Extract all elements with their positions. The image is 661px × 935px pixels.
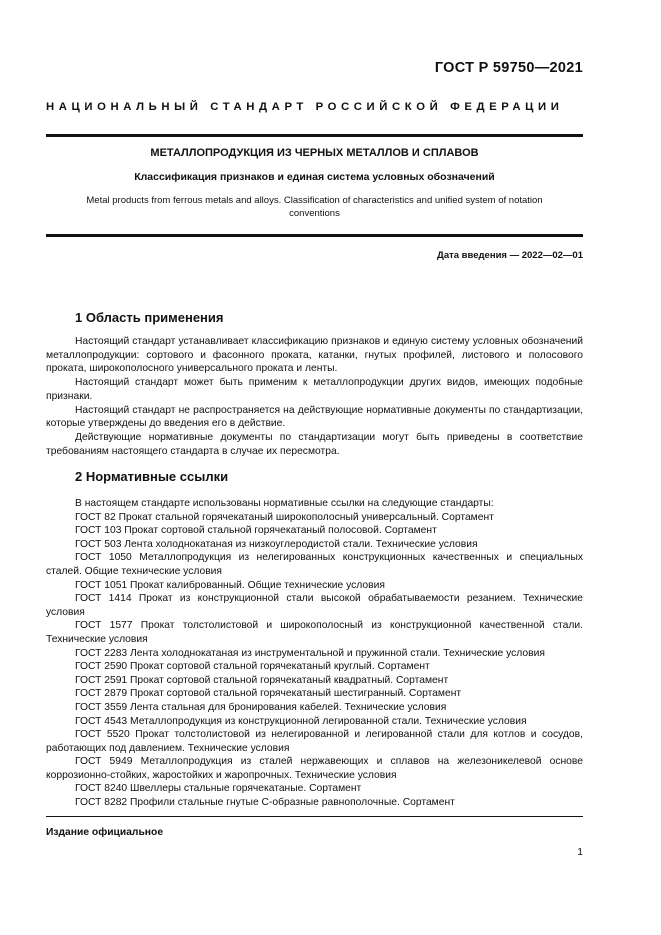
top-rule: [46, 134, 583, 137]
reference-item: ГОСТ 503 Лента холоднокатаная из низкоуглеродистой стали. Технические условия: [75, 538, 478, 550]
section-1-body: [46, 335, 583, 458]
reference-item: ГОСТ 1577 Прокат толстолистовой и широкополосный из конструкционной качественной стали. Технические условия: [46, 620, 583, 645]
section-1-paragraph: Настоящий стандарт не распространяется на действующие нормативные документы по стандартизации, которые утверждены до введения его в действие.: [46, 404, 583, 430]
reference-item: ГОСТ 1051 Прокат калиброванный. Общие технические условия: [75, 579, 385, 591]
footer-rule: [46, 816, 583, 817]
section-1-paragraph: Настоящий стандарт может быть применим к металлопродукции других видов, имеющих подобные признаки.: [46, 377, 583, 402]
section-1-paragraph: Настоящий стандарт устанавливает классификацию признаков и единую систему условных обозначений металлопродукции: сортового и фасонного проката, катанки, гнутых профилей, листового и полосового проката, широкополосного универсального проката и ленты.: [46, 336, 583, 375]
national-standard-line: НАЦИОНАЛЬНЫЙ СТАНДАРТ РОССИЙСКОЙ ФЕДЕРАЦИИ: [46, 101, 564, 113]
document-code: ГОСТ Р 59750—2021: [434, 60, 583, 76]
reference-item: ГОСТ 1050 Металлопродукция из нелегированных конструкционных качественных и специальных сталей. Общие технические условия: [46, 552, 583, 577]
reference-item: ГОСТ 8282 Профили стальные гнутые С-образные равнополочные. Сортамент: [75, 797, 455, 809]
reference-item: ГОСТ 1414 Прокат из конструкционной стали высокой обрабатываемости резанием. Технические условия: [46, 593, 583, 618]
reference-item: ГОСТ 2879 Прокат сортовой стальной горячекатаный шестигранный. Сортамент: [75, 688, 462, 700]
section-2-heading: 2 Нормативные ссылки: [75, 469, 229, 484]
document-title: МЕТАЛЛОПРОДУКЦИЯ ИЗ ЧЕРНЫХ МЕТАЛЛОВ И СПЛАВОВ: [150, 147, 479, 159]
reference-item: ГОСТ 3559 Лента стальная для бронирования кабелей. Технические условия: [75, 701, 447, 713]
reference-item: ГОСТ 5520 Прокат толстолистовой из нелегированной и легированной стали для котлов и сосудов, работающих под давлением. Технические условия: [46, 729, 583, 754]
english-title: Metal products from ferrous metals and alloys. Classification of characteristics and unified system of notation conventions: [86, 195, 543, 219]
reference-item: ГОСТ 8240 Швеллеры стальные горячекатаные. Сортамент: [75, 783, 362, 795]
reference-item: ГОСТ 2283 Лента холоднокатаная из инструментальной и пружинной стали. Технические условия: [75, 647, 545, 659]
references-intro: В настоящем стандарте использованы нормативные ссылки на следующие стандарты:: [75, 498, 494, 509]
section-1-heading: 1 Область применения: [75, 310, 224, 325]
introduction-date: Дата введения — 2022—02—01: [437, 250, 583, 261]
reference-item: ГОСТ 82 Прокат стальной горячекатаный широкополосный универсальный. Сортамент: [75, 511, 494, 523]
bottom-title-rule: [46, 234, 583, 237]
page-number: 1: [577, 847, 583, 858]
section-1-paragraph: Действующие нормативные документы по стандартизации могут быть приведены в соответствие требованиям настоящего стандарта в случае их пересмотра.: [46, 431, 583, 457]
official-edition-label: Издание официальное: [46, 827, 164, 838]
normative-references-list: [46, 497, 583, 810]
document-subtitle: Классификация признаков и единая система условных обозначений: [134, 171, 495, 183]
reference-item: ГОСТ 2591 Прокат сортовой стальной горячекатаный квадратный. Сортамент: [75, 674, 449, 686]
reference-item: ГОСТ 5949 Металлопродукция из сталей нержавеющих и сплавов на железоникелевой основе коррозионно-стойких, жаростойких и жаропрочных. Технические условия: [46, 756, 583, 781]
reference-item: ГОСТ 103 Прокат сортовой стальной горячекатаный полосовой. Сортамент: [75, 525, 437, 537]
reference-item: ГОСТ 4543 Металлопродукция из конструкционной легированной стали. Технические условия: [75, 715, 527, 727]
reference-item: ГОСТ 2590 Прокат сортовой стальной горячекатаный круглый. Сортамент: [75, 661, 430, 673]
